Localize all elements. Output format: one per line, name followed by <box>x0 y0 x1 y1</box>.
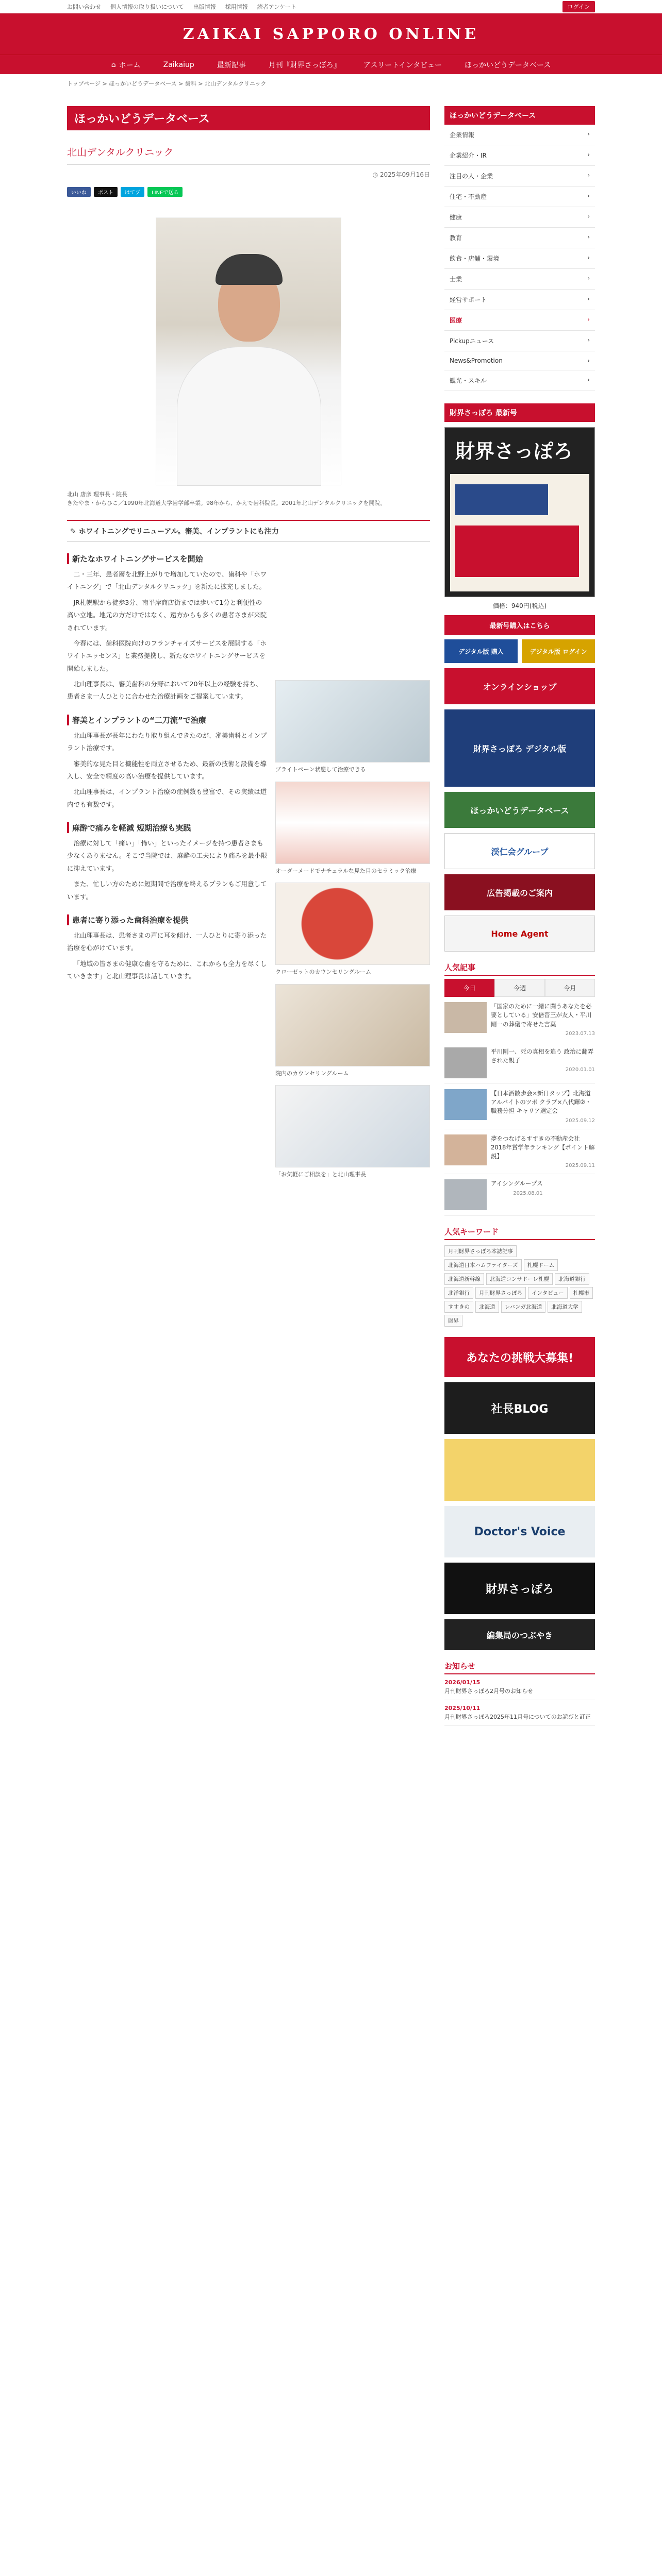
sidebar-item-label: 企業紹介・IR <box>450 152 487 159</box>
paragraph: 二・三年、患者層を北野上がりで増加していたので、歯科や「ホワイトニング」で「北山デンタルクリニック」を新たに拡充しました。 <box>67 570 267 591</box>
magazine-cover[interactable] <box>444 427 595 597</box>
subheading: 患者に寄り添った歯科治療を提供 <box>67 914 268 925</box>
news-text: 月刊財界さっぽろ2月号のお知らせ <box>444 1687 533 1694</box>
topbar-link[interactable]: 読者アンケート <box>257 3 297 10</box>
sidebar-item-label: News&Promotion <box>450 357 503 364</box>
x-post-button[interactable]: ポスト <box>94 187 118 197</box>
sidebar-item[interactable] <box>444 125 595 145</box>
hatena-button[interactable]: はてブ <box>121 187 144 197</box>
article-photo <box>275 883 430 965</box>
subheading: 新たなホワイトニングサービスを開始 <box>67 553 268 564</box>
chevron-right-icon: › <box>587 295 590 302</box>
article-lead <box>67 520 430 542</box>
digital-buy-button[interactable]: デジタル版 購入 <box>444 639 518 663</box>
ranking-title: 【日本酒散歩会×新日タップ】北海道アルバイトのツボ クラブ×八代輝②・職務分担 キャリア選定会 <box>491 1089 591 1115</box>
ranking-date: 2025.09.12 <box>565 1117 595 1124</box>
site-header <box>0 13 662 55</box>
keyword-tag[interactable]: インタビュー <box>528 1287 568 1299</box>
challenge-banner[interactable]: あなたの挑戦大募集! <box>444 1337 595 1377</box>
topbar-link[interactable]: 個人情報の取り扱いについて <box>110 3 184 10</box>
sidebar <box>444 98 595 1726</box>
ranking-item[interactable] <box>444 1084 595 1129</box>
ranking-date: 2025.09.11 <box>565 1163 595 1169</box>
facebook-like-button[interactable]: いいね <box>67 187 91 197</box>
article-photo <box>275 680 430 762</box>
chevron-right-icon: › <box>587 254 590 261</box>
section-title: ほっかいどうデータベース <box>67 106 430 130</box>
ranking-date: 2020.01.01 <box>565 1067 595 1073</box>
buy-latest-button[interactable]: 最新号購入はこちら <box>444 615 595 635</box>
digital-edition-banner[interactable]: 財界さっぽろ デジタル版 <box>444 709 595 787</box>
topbar-link[interactable]: 出版情報 <box>193 3 216 10</box>
president-blog-banner[interactable]: 社長BLOG <box>444 1382 595 1434</box>
thumbnail <box>444 1179 487 1210</box>
news-item[interactable] <box>444 1674 595 1700</box>
chevron-right-icon: › <box>587 376 590 383</box>
publish-date <box>67 170 430 179</box>
article-photo-column <box>275 680 430 1187</box>
sidebar-item-label: 健康 <box>450 214 462 221</box>
nav-home[interactable] <box>111 60 141 70</box>
news-title: お知らせ <box>444 1660 595 1674</box>
keyword-tag[interactable]: 札幌市 <box>570 1287 593 1299</box>
paragraph: 治療に対して「痛い」「怖い」といったイメージを持つ患者さまも少なくありません。そこで当院では、麻酔の工夫により痛みを最小限に抑えています。 <box>67 839 268 872</box>
tab-today[interactable]: 今日 <box>444 979 494 997</box>
keyword-tag[interactable]: 北海道銀行 <box>555 1273 589 1285</box>
chevron-right-icon: › <box>587 275 590 282</box>
sidebar-item[interactable] <box>444 187 595 207</box>
article-main <box>67 98 430 1726</box>
topbar-link[interactable]: お問い合わせ <box>67 3 101 10</box>
article-photo <box>275 782 430 864</box>
paragraph: 北山理事長は、患者さまの声に耳を傾け、一人ひとりに寄り添った治療を心がけています。 <box>67 931 267 952</box>
share-buttons <box>67 187 430 197</box>
tab-week[interactable]: 今週 <box>494 979 544 997</box>
sidebar-item-label: 住宅・不動産 <box>450 193 487 200</box>
sidebar-item-label: 企業情報 <box>450 131 475 139</box>
sidebar-item-label: 医療 <box>450 317 462 324</box>
nav-zaikaiup[interactable]: Zaikaiup <box>163 60 194 69</box>
chevron-right-icon: › <box>587 213 590 220</box>
chevron-right-icon: › <box>587 192 590 199</box>
photo-caption: クローゼットのカウンセリングルーム <box>275 969 372 975</box>
keyword-tag[interactable]: 月刊財界さっぽろ <box>475 1287 526 1299</box>
date-text: 2025年09月16日 <box>379 171 430 178</box>
nav-database[interactable]: ほっかいどうデータベース <box>464 61 551 70</box>
chevron-right-icon: › <box>587 357 590 364</box>
article-photo <box>275 984 430 1066</box>
magazine-cover-title: 財界さっぽろ <box>455 439 573 463</box>
home-icon: ⌂ <box>111 60 116 69</box>
photo-caption: 北山 唐彦 理事長・院長 きたやま・からひこ／1990年北海道大学歯学部卒業。98年から、かえで歯科院長。2001年北山デンタルクリニックを開院。 <box>67 491 386 506</box>
main-nav <box>0 55 662 74</box>
keyword-tag[interactable]: 北海道日本ハムファイターズ <box>444 1259 522 1271</box>
popular-tabs <box>444 979 595 997</box>
paragraph: 「地域の皆さまの健康な歯を守るために、これからも全力を尽くしていきます」と北山理事長は話しています。 <box>67 959 267 980</box>
sidebar-item[interactable] <box>444 228 595 248</box>
magazine-price: 価格：940円(税込) <box>492 602 547 609</box>
keyword-tag[interactable]: 北海道大学 <box>548 1301 582 1313</box>
online-shop-banner[interactable]: オンラインショップ <box>444 668 595 704</box>
thumbnail <box>444 1134 487 1165</box>
photo-caption: 院内のカウンセリングルーム <box>275 1070 349 1077</box>
topbar-link[interactable]: 採用情報 <box>225 3 248 10</box>
sidebar-item[interactable] <box>444 331 595 351</box>
ranking-title: アイシングループス <box>491 1180 543 1188</box>
sidebar-item[interactable] <box>444 351 595 370</box>
chevron-right-icon: › <box>587 130 590 138</box>
paragraph: 北山理事長は、審美歯科の分野において20年以上の経験を持ち、患者さま一人ひとりに合わせた治療計画をご提案しています。 <box>67 680 262 701</box>
chevron-right-icon: › <box>587 336 590 344</box>
sidebar-db-title: ほっかいどうデータベース <box>444 106 595 125</box>
paragraph: また、忙しい方のために短期間で治療を終えるプランもご用意しています。 <box>67 880 267 901</box>
paragraph: 審美的な見た目と機能性を両立させるため、最新の技術と設備を導入し、安全で精度の高い治療を提供しています。 <box>67 759 267 780</box>
nav-latest[interactable]: 最新記事 <box>217 61 246 70</box>
keyword-cloud <box>444 1240 595 1332</box>
home-agent-banner[interactable]: Home Agent <box>444 916 595 952</box>
subheading: 麻酔で痛みを軽減 短期治療も実践 <box>67 822 268 833</box>
chevron-right-icon: › <box>587 151 590 158</box>
ranking-date: 2023.07.13 <box>565 1030 595 1037</box>
paragraph: 今春には、歯科医院向けのフランチャイズサービスを展開する「ホワイトエッセンス」と業務提携し、新たなホワイトニングサービスを開始しました。 <box>67 639 267 672</box>
sidebar-item[interactable] <box>444 166 595 187</box>
photo-caption: オーダーメードでナチュラルな見た目のセラミック治療 <box>275 867 417 874</box>
doctor-portrait <box>156 217 341 485</box>
sidebar-item-label: 注目の人・企業 <box>450 173 493 180</box>
breadcrumb[interactable]: トップページ > ほっかいどうデータベース > 歯科 > 北山デンタルクリニック <box>67 80 267 87</box>
ranking-list <box>444 997 595 1216</box>
keyword-tag[interactable]: 札幌ドーム <box>524 1259 558 1271</box>
ad-info-banner[interactable]: 広告掲載のご案内 <box>444 874 595 910</box>
keijinkai-banner[interactable]: 渓仁会グループ <box>444 833 595 869</box>
chevron-right-icon: › <box>587 233 590 241</box>
chevron-right-icon: › <box>587 172 590 179</box>
sidebar-item-label: 飲食・店舗・環境 <box>450 255 500 262</box>
sidebar-item-label: 経営サポート <box>450 296 487 303</box>
tab-month[interactable]: 今月 <box>545 979 595 997</box>
ranking-item[interactable] <box>444 1174 595 1216</box>
thumbnail <box>444 1002 487 1033</box>
top-utility-bar <box>0 0 662 13</box>
subheading: 審美とインプラントの“二刀流”で治療 <box>67 715 268 725</box>
paragraph: 北山理事長は、インプラント治療の症例数も豊富で、その実績は道内でも有数です。 <box>67 788 267 808</box>
digital-login-button[interactable]: デジタル版 ログイン <box>522 639 595 663</box>
pencil-icon: ✎ <box>70 528 79 536</box>
lead-text: ホワイトニングでリニューアル。審美、インプラントにも注力 <box>78 528 279 536</box>
ranking-title: 平川剛一、死の真相を追う 政治に翻弄された親子 <box>491 1047 594 1064</box>
photo-caption: 「お気軽にご相談を」と北山理事長 <box>275 1171 366 1178</box>
news-date: 2026/01/15 <box>444 1679 481 1686</box>
keyword-tag[interactable]: すすきの <box>444 1301 473 1313</box>
keyword-tag[interactable]: 北海道コンサドーレ札幌 <box>486 1273 553 1285</box>
zaikai-banner[interactable]: 財界さっぽろ <box>444 1563 595 1614</box>
news-date: 2025/10/11 <box>444 1705 481 1712</box>
paragraph: 北山理事長が長年にわたり取り組んできたのが、審美歯科とインプラント治療です。 <box>67 731 267 752</box>
keyword-tag[interactable]: 北海道新幹線 <box>444 1273 484 1285</box>
news-text: 月刊財界さっぽろ2025年11月号についてのお詫びと訂正 <box>444 1713 591 1720</box>
thumbnail <box>444 1047 487 1078</box>
sidebar-db-list <box>444 125 595 391</box>
news-list <box>444 1674 595 1726</box>
keyword-tag[interactable]: 北海道 <box>475 1301 499 1313</box>
thumbnail <box>444 1089 487 1120</box>
sidebar-item[interactable] <box>444 269 595 290</box>
sidebar-item[interactable] <box>444 145 595 166</box>
editor-banner[interactable]: 編集局のつぶやき <box>444 1619 595 1650</box>
sidebar-item[interactable] <box>444 290 595 310</box>
sidebar-item-label: 観光・スキル <box>450 377 487 384</box>
clock-icon: ◷ <box>372 171 380 178</box>
sidebar-item[interactable] <box>444 370 595 391</box>
promo-banner[interactable] <box>444 1439 595 1501</box>
sidebar-item-label: 教育 <box>450 234 462 242</box>
sidebar-item-label: Pickupニュース <box>450 337 494 345</box>
article-body <box>67 553 268 982</box>
sidebar-item[interactable] <box>444 207 595 228</box>
popular-title: 人気記事 <box>444 962 595 976</box>
sidebar-item-active[interactable] <box>444 310 595 331</box>
ranking-title: 夢をつなげるすすきの不動産会社 2018年賞学年ランキング【ポイント解説】 <box>491 1134 595 1160</box>
keyword-tag[interactable]: 財界 <box>444 1315 462 1327</box>
nav-label: ホーム <box>119 61 141 70</box>
ranking-date: 2025.08.01 <box>513 1190 543 1196</box>
chevron-right-icon: › <box>587 316 590 323</box>
database-banner[interactable]: ほっかいどうデータベース <box>444 792 595 828</box>
paragraph: JR札幌駅から徒歩3分、南平岸商店街までは歩いて1分と利便性の高い立地。地元の方だけではなく、遠方からも多くの患者さまが来院されています。 <box>67 598 267 632</box>
latest-issue-title: 財界さっぽろ 最新号 <box>444 403 595 422</box>
site-logo[interactable]: ZAIKAI SAPPORO ONLINE <box>183 25 479 43</box>
keyword-title: 人気キーワード <box>444 1226 595 1240</box>
digital-buttons <box>444 639 595 663</box>
nav-monthly[interactable]: 月刊『財界さっぽろ』 <box>268 61 341 70</box>
photo-caption: ブライトペーン状態して治療できる <box>275 766 366 773</box>
ranking-item[interactable] <box>444 1129 595 1175</box>
article-photo <box>275 1085 430 1167</box>
article-title: 北山デンタルクリニック <box>67 130 430 165</box>
keyword-tag[interactable]: 月刊財界さっぽろ本誌記事 <box>444 1245 517 1257</box>
keyword-tag[interactable]: レバンガ北海道 <box>501 1301 546 1313</box>
news-item[interactable] <box>444 1700 595 1726</box>
keyword-tag[interactable]: 北洋銀行 <box>444 1287 473 1299</box>
ranking-item[interactable] <box>444 997 595 1042</box>
nav-athlete[interactable]: アスリートインタビュー <box>363 61 442 70</box>
line-share-button[interactable]: LINEで送る <box>147 187 183 197</box>
ranking-item[interactable] <box>444 1042 595 1084</box>
sidebar-item[interactable] <box>444 248 595 269</box>
sidebar-item-label: 士業 <box>450 276 462 283</box>
login-button[interactable]: ログイン <box>562 1 595 12</box>
ranking-title: 「国家のために一緒に闘うあなたを必要としている」安倍晋三が友人・平川剛一の葬儀で寄せた言葉 <box>491 1003 592 1028</box>
doctors-voice-banner[interactable]: Doctor's Voice <box>444 1506 595 1557</box>
